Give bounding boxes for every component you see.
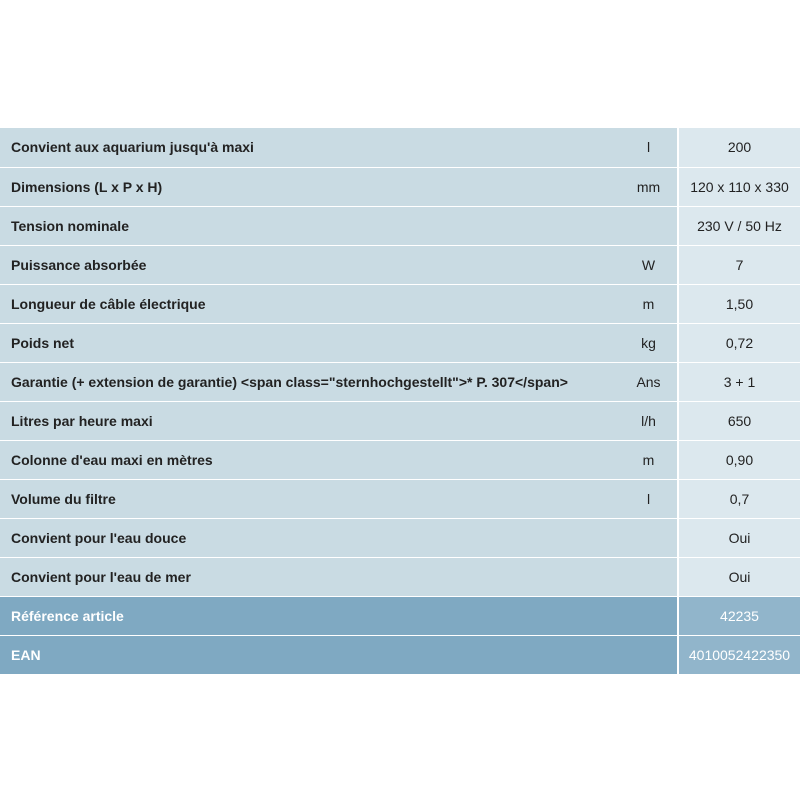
ean-unit <box>620 635 678 674</box>
row-label: Poids net <box>0 323 620 362</box>
ean-value: 4010052422350 <box>678 635 800 674</box>
row-value: 3 + 1 <box>678 362 800 401</box>
article-reference-unit <box>620 596 678 635</box>
table-row <box>0 479 800 518</box>
row-value: 0,72 <box>678 323 800 362</box>
row-unit <box>620 206 678 245</box>
row-unit: Ans <box>620 362 678 401</box>
row-value: 650 <box>678 401 800 440</box>
row-unit: m <box>620 440 678 479</box>
table-row <box>0 128 800 167</box>
row-unit: l/h <box>620 401 678 440</box>
row-unit <box>620 557 678 596</box>
article-reference-value: 42235 <box>678 596 800 635</box>
row-value: 120 x 110 x 330 <box>678 167 800 206</box>
row-value: 7 <box>678 245 800 284</box>
row-value: 0,90 <box>678 440 800 479</box>
row-unit: l <box>620 479 678 518</box>
row-label: Convient pour l'eau douce <box>0 518 620 557</box>
table-row <box>0 401 800 440</box>
spec-table <box>0 128 800 675</box>
row-unit: l <box>620 128 678 167</box>
row-label: Dimensions (L x P x H) <box>0 167 620 206</box>
row-unit <box>620 518 678 557</box>
table-row <box>0 518 800 557</box>
table-row <box>0 557 800 596</box>
row-label: Longueur de câble électrique <box>0 284 620 323</box>
article-reference-row <box>0 596 800 635</box>
row-label: Colonne d'eau maxi en mètres <box>0 440 620 479</box>
article-reference-label: Référence article <box>0 596 620 635</box>
row-value: 200 <box>678 128 800 167</box>
row-unit: mm <box>620 167 678 206</box>
row-label: Convient pour l'eau de mer <box>0 557 620 596</box>
row-value: Oui <box>678 518 800 557</box>
table-row <box>0 323 800 362</box>
row-label: Volume du filtre <box>0 479 620 518</box>
row-unit: kg <box>620 323 678 362</box>
ean-row <box>0 635 800 674</box>
row-value: 230 V / 50 Hz <box>678 206 800 245</box>
row-label: Puissance absorbée <box>0 245 620 284</box>
row-unit: W <box>620 245 678 284</box>
row-label: Litres par heure maxi <box>0 401 620 440</box>
row-value: 1,50 <box>678 284 800 323</box>
row-value: 0,7 <box>678 479 800 518</box>
row-label: Convient aux aquarium jusqu'à maxi <box>0 128 620 167</box>
table-row <box>0 167 800 206</box>
table-row <box>0 284 800 323</box>
table-row <box>0 206 800 245</box>
table-row <box>0 245 800 284</box>
row-value: Oui <box>678 557 800 596</box>
row-label: Tension nominale <box>0 206 620 245</box>
ean-label: EAN <box>0 635 620 674</box>
table-row <box>0 362 800 401</box>
row-label: Garantie (+ extension de garantie) <span class="sternhochgestellt">* P. 307</span> <box>0 362 620 401</box>
row-unit: m <box>620 284 678 323</box>
table-row <box>0 440 800 479</box>
